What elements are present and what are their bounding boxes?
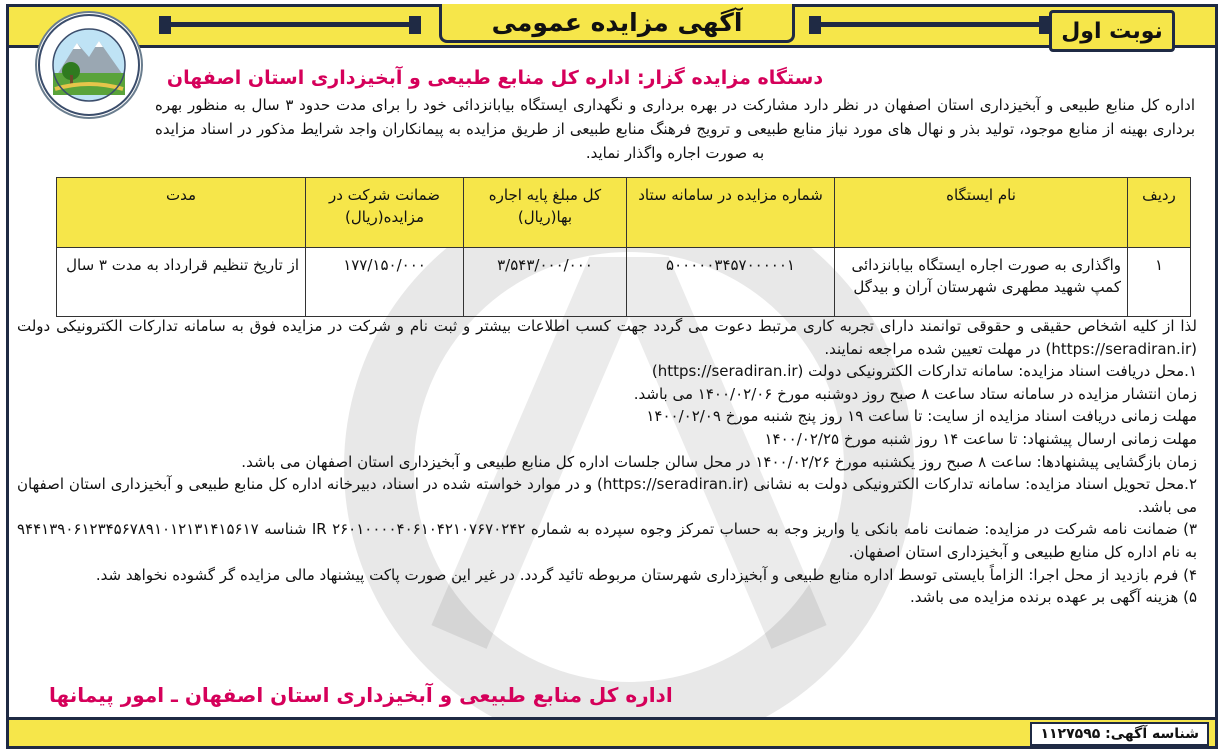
ad-frame [6, 4, 1218, 749]
table-header-row [57, 178, 1191, 248]
cell-duration: از تاریخ تنظیم قرارداد به مدت ۳ سال [57, 248, 306, 317]
paragraph-publish-time: زمان انتشار مزایده در سامانه ستاد ساعت ۸ صبح روز دوشنبه مورخ ۱۴۰۰/۰۲/۰۶ می باشد. [633, 384, 1197, 403]
table-row [57, 248, 1191, 317]
cell-row-number: ۱ [1128, 248, 1191, 317]
cell-base-price: ۳/۵۴۳/۰۰۰/۰۰۰ [464, 248, 627, 317]
organization-seal-icon [35, 11, 143, 119]
bottom-banner [9, 717, 1215, 746]
paragraph-doc-location: ۱.محل دریافت اسناد مزایده: سامانه تدارکات الکترونیکی دولت (https://seradiran.ir) [651, 362, 1197, 381]
paragraph-opening-time: زمان بازگشایی پیشنهادها: ساعت ۸ صبح روز یکشنبه مورخ ۱۴۰۰/۰۲/۲۶ در محل سالن جلسات اداره کل منابع طبیعی و آبخیزداری استان اصفهان می باشد. [241, 452, 1197, 471]
ad-number: شناسه آگهی: ۱۱۲۷۵۹۵ [1030, 722, 1209, 746]
paragraph-doc-deadline: مهلت زمانی دریافت اسناد مزایده از سایت: تا ساعت ۱۹ روز پنج شنبه مورخ ۱۴۰۰/۰۲/۰۹ [646, 407, 1197, 426]
banner-notch [809, 16, 821, 34]
signature: اداره کل منابع طبیعی و آبخیزداری استان اصفهان ـ امور پیمانها [49, 683, 673, 707]
auction-table [56, 177, 1191, 317]
col-auction-number: شماره مزایده در سامانه ستاد [627, 178, 835, 248]
ad-title: آگهی مزایده عمومی [439, 4, 795, 43]
round-badge: نوبت اول [1049, 10, 1175, 52]
cell-station-name: واگذاری به صورت اجاره ایستگاه بیابانزدائی کمپ شهید مطهری شهرستان آران و بیدگل [835, 248, 1128, 317]
cell-auction-number: ۵۰۰۰۰۰۳۴۵۷۰۰۰۰۰۱ [627, 248, 835, 317]
col-station-name: نام ایستگاه [835, 178, 1128, 248]
banner-line-left [159, 22, 419, 27]
paragraph-bid-deadline: مهلت زمانی ارسال پیشنهاد: تا ساعت ۱۴ روز شنبه مورخ ۱۴۰۰/۰۲/۲۵ [764, 429, 1197, 448]
banner-line-right [809, 22, 1049, 27]
paragraph-guarantee: ۳) ضمانت نامه شرکت در مزایده: ضمانت نامه بانکی یا واریز وجه به حساب تمرکز وجوه سپرده به شماره IR ۲۶۰۱۰۰۰۰۴۰۶۱۰۴۲۱۰۷۶۷۰۲۴۲ شناسه ۹۴۴۱۳۹۰۶۱۲۳۴۵۶۷۸۹۱۰۱۲۱۳۱۴۱۵۶۱۷ به نام اداره کل منابع طبیعی و آبخیزداری استان اصفهان. [17, 520, 1197, 561]
col-row-number: ردیف [1128, 178, 1191, 248]
banner-notch [409, 16, 421, 34]
paragraph-site-visit: ۴) فرم بازدید از محل اجرا: الزاماً بایستی توسط اداره منابع طبیعی و آبخیزداری شهرستان مربوطه تائید گردد. در غیر این صورت پاکت پیشنهاد مالی مزایده گر گشوده نخواهد شد. [95, 565, 1197, 584]
paragraph-ad-cost: ۵) هزینه آگهی بر عهده برنده مزایده می باشد. [910, 588, 1197, 607]
paragraph-delivery: ۲.محل تحویل اسناد مزایده: سامانه تدارکات الکترونیکی دولت به نشانی (https://seradiran.ir) و در موارد خواسته شده در اسناد، دبیرخانه اداره کل منابع طبیعی و آبخیزداری استان اصفهان می باشد. [17, 475, 1197, 516]
organizer-heading: دستگاه مزایده گزار: اداره کل منابع طبیعی و آبخیزداری استان اصفهان [166, 67, 824, 89]
conditions-text [17, 315, 1197, 609]
cell-guarantee: ۱۷۷/۱۵۰/۰۰۰ [306, 248, 464, 317]
col-guarantee: ضمانت شرکت در مزایده(ریال) [306, 178, 464, 248]
col-base-price: کل مبلغ پایه اجاره بها(ریال) [464, 178, 627, 248]
col-duration: مدت [57, 178, 306, 248]
paragraph-invitation: لذا از کلیه اشخاص حقیقی و حقوقی توانمند دارای تجربه کاری مرتبط دعوت می گردد جهت کسب اطلاعات بیشتر و ثبت نام و شرکت در مزایده فوق به سامانه تدارکات الکترونیکی دولت (https://seradiran.ir) در مهلت تعیین شده مراجعه نمایند. [17, 317, 1197, 358]
intro-paragraph: اداره کل منابع طبیعی و آبخیزداری استان اصفهان در نظر دارد مشارکت در بهره برداری و نگهداری ایستگاه بیابانزدائی خود را برای مدت حدود ۳ سال به منظور بهره برداری بهینه از منابع موجود، تولید بذر و نهال های مورد نیاز منابع طبیعی و ترویج فرهنگ منابع طبیعی از طریق مزایده به پیمانکاران واجد شرایط مذکور در اسناد مزایده به صورت اجاره واگذار نماید. [155, 96, 1195, 162]
banner-notch [159, 16, 171, 34]
